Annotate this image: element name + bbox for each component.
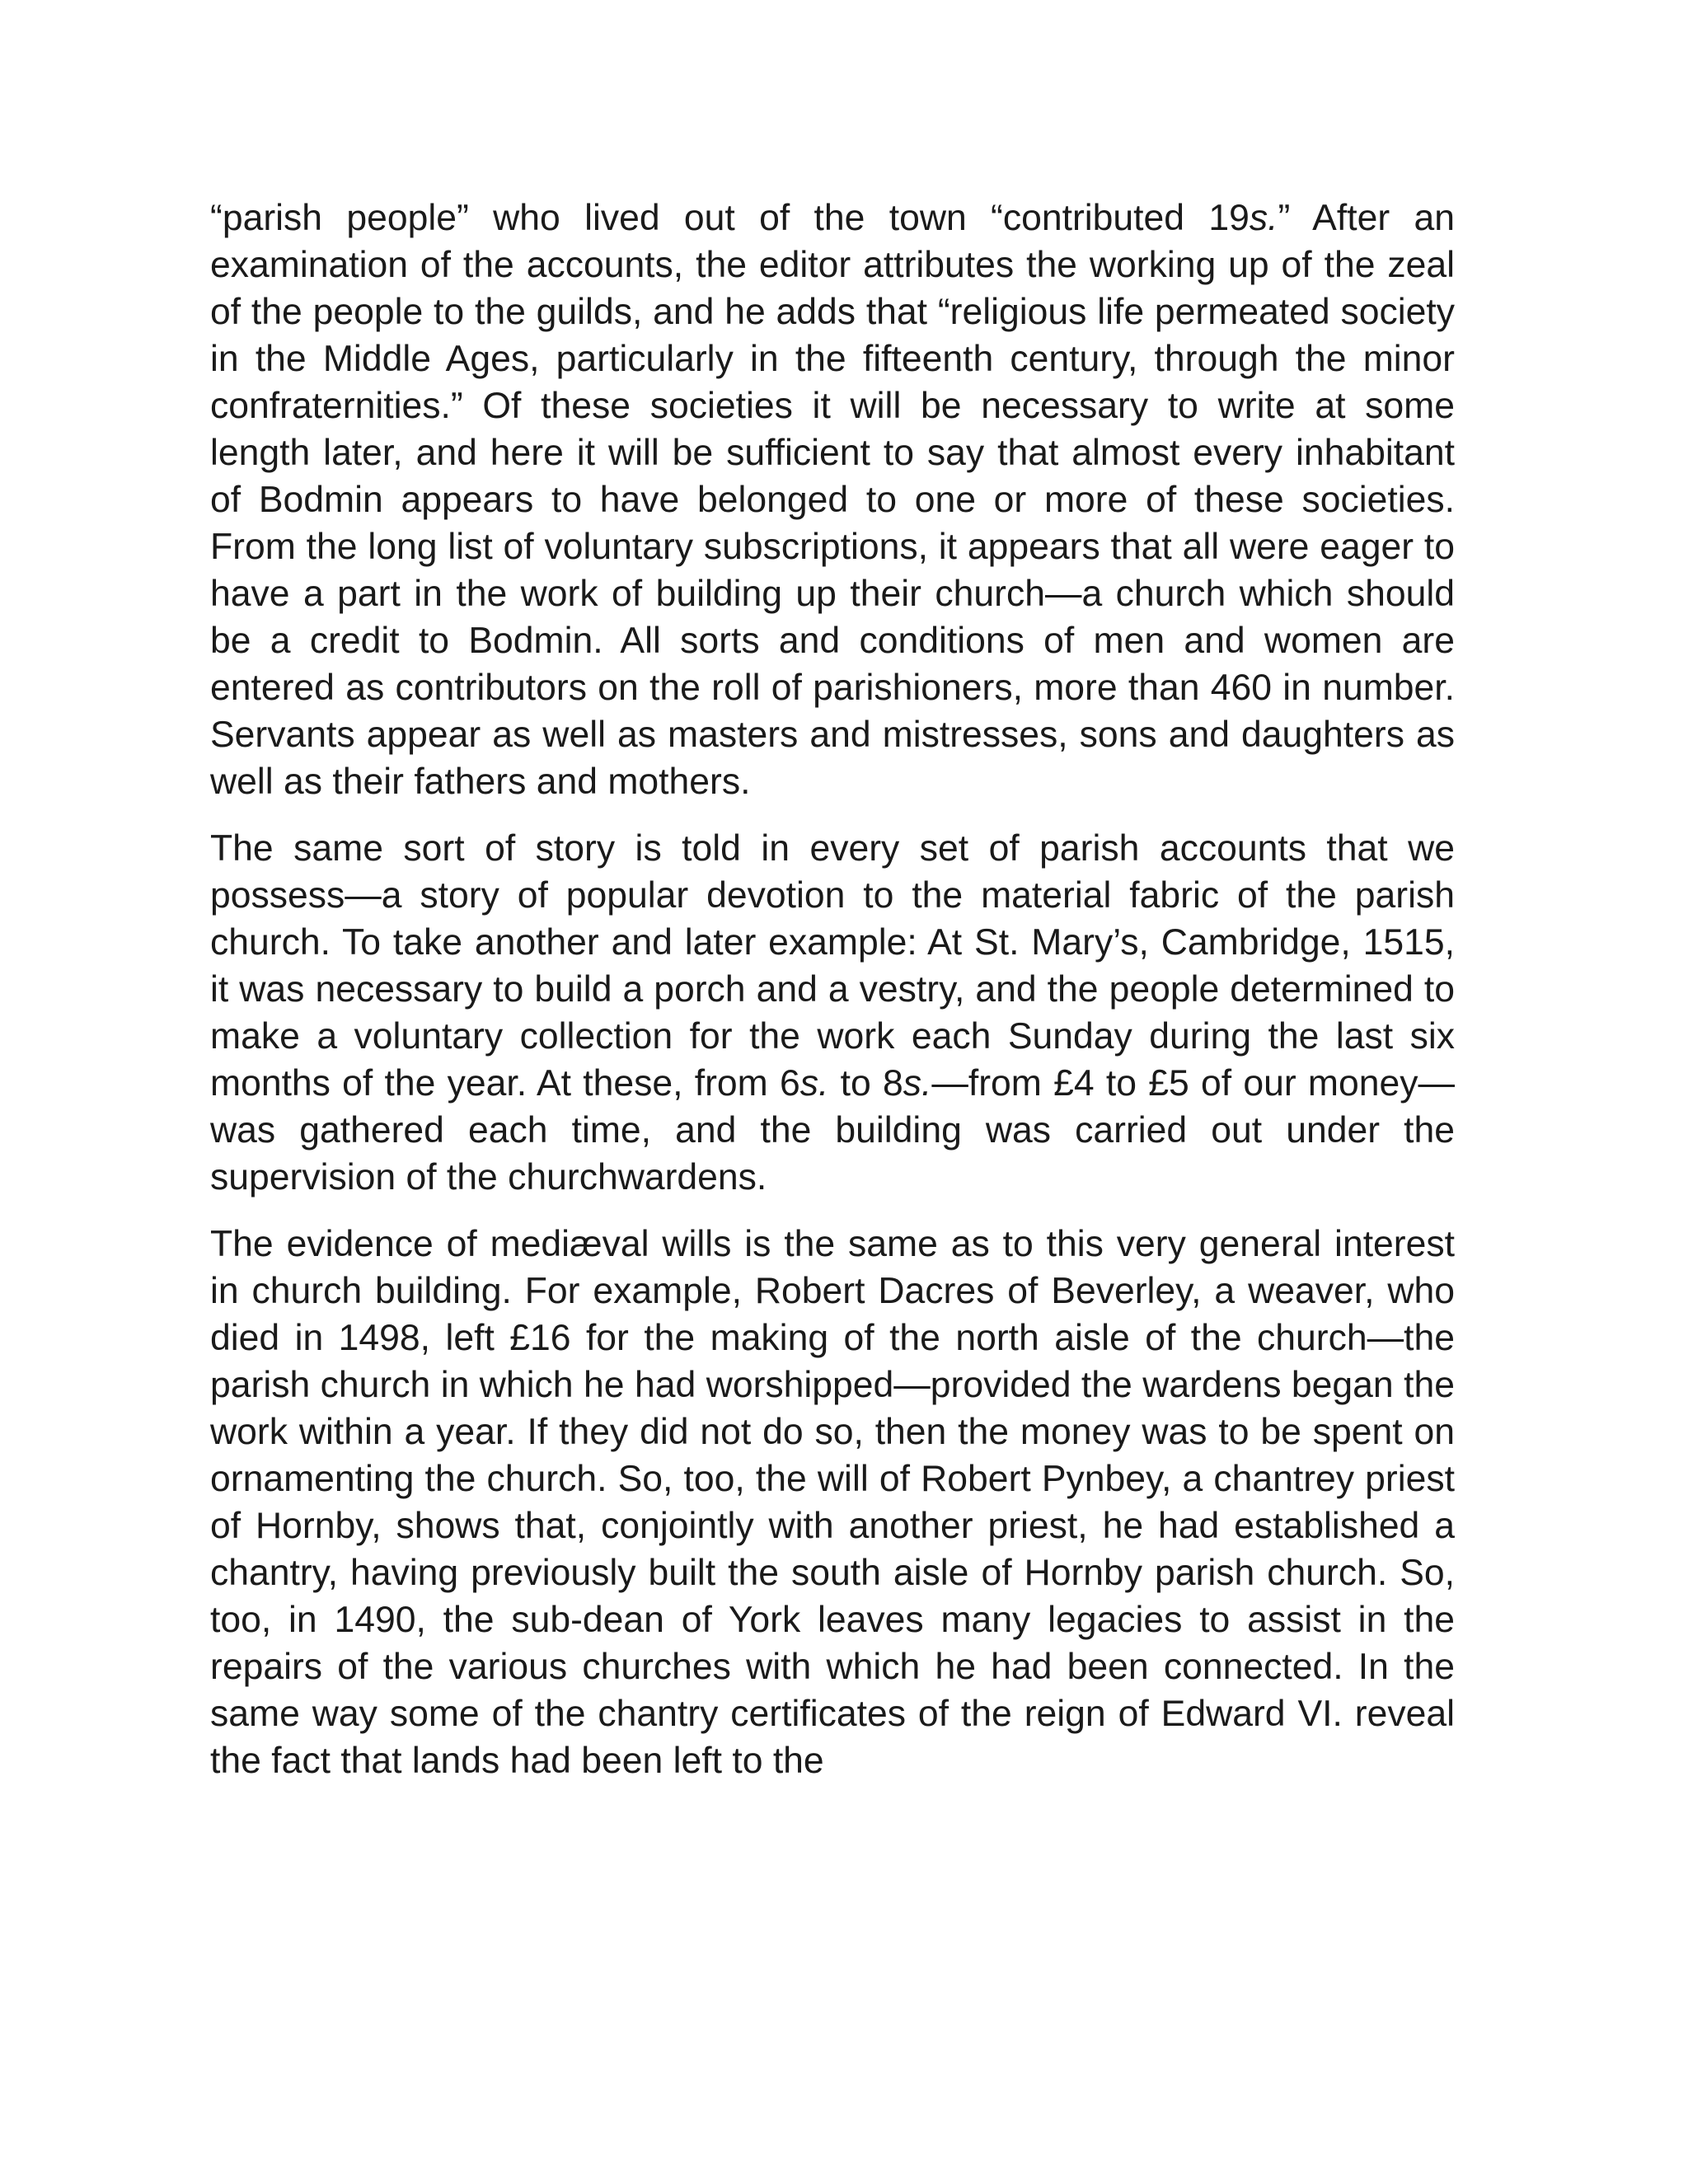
paragraph-2-text-c: —from £4 to £5 of our money—was gathered each time, and the building was carried out under the supervision of the churchwardens. (210, 1063, 1455, 1197)
paragraph-3-text: The evidence of mediæval wills is the same as to this very general interest in church building. For example, Robert Dacres of Beverley, a weaver, who died in 1498, left £16 for the making of the north aisle of the church—the parish church in which he had worshipped—provided the wardens began the work within a year. If they did not do so, then the money was to be spent on ornamenting the church. So, too, the will of Robert Pynbey, a chantrey priest of Hornby, shows that, conjointly with another priest, he had established a chantry, having previously built the south aisle of Hornby parish church. So, too, in 1490, the sub-dean of York leaves many legacies to assist in the repairs of the various churches with which he had been connected. In the same way some of the chantry certificates of the reign of Edward VI. reveal the fact that lands had been left to the (210, 1224, 1455, 1781)
document-page (210, 194, 1455, 1784)
paragraph-2-italic-shillings-2: s. (903, 1063, 932, 1104)
paragraph-1-text-a: “parish people” who lived out of the town “contributed 19 (210, 198, 1250, 238)
paragraph-2-text-a: The same sort of story is told in every set of parish accounts that we possess—a story of popular devotion to the material fabric of the parish church. To take another and later example: At St. Mary’s, Cambridge, 1515, it was necessary to build a porch and a vestry, and the people determined to make a voluntary collection for the work each Sunday during the last six months of the year. At these, from 6 (210, 828, 1455, 1104)
paragraph-2 (210, 825, 1455, 1201)
paragraph-1-text-b: ” After an examination of the accounts, the editor attributes the working up of the zeal of the people to the guilds, and he adds that “religious life permeated society in the Middle Ages, particularly in the fifteenth century, through the minor confraternities.” Of these societies it will be necessary to write at some length later, and here it will be sufficient to say that almost every inhabitant of Bodmin appears to have belonged to one or more of these societies. From the long list of voluntary subscriptions, it appears that all were eager to have a part in the work of building up their church—a church which should be a credit to Bodmin. All sorts and conditions of men and women are entered as contributors on the roll of parishioners, more than 460 in number. Servants appear as well as masters and mistresses, sons and daughters as well as their fathers and mothers. (210, 198, 1455, 802)
paragraph-2-text-b: to 8 (828, 1063, 903, 1104)
paragraph-3 (210, 1221, 1455, 1784)
paragraph-2-italic-shillings-1: s. (799, 1063, 829, 1104)
paragraph-1-italic-shillings: s. (1249, 198, 1278, 238)
paragraph-1 (210, 194, 1455, 805)
